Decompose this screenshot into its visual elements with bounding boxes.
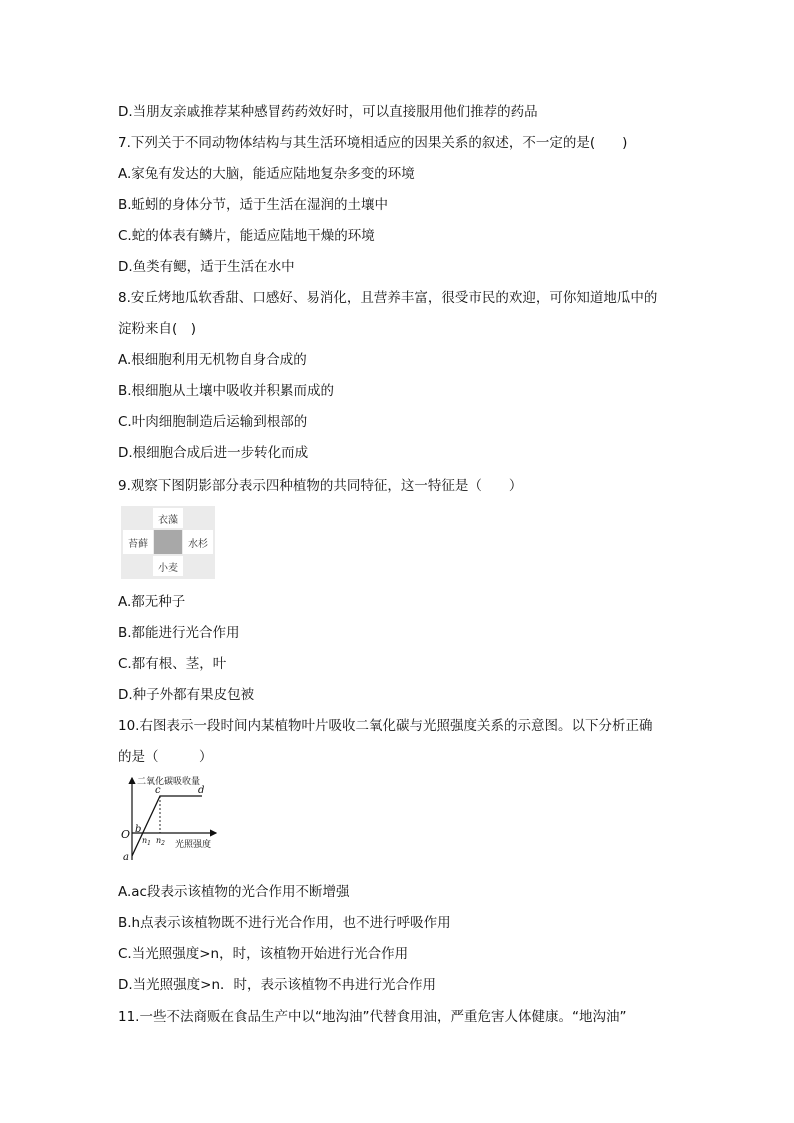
q9-stem: 9.观察下图阴影部分表示四种植物的共同特征，这一特征是（ ）	[118, 478, 523, 494]
diagram-shaded-center	[154, 530, 182, 554]
q9-option-b: B.都能进行光合作用	[118, 625, 240, 641]
q10-stem-line2: 的是（ ）	[118, 749, 213, 765]
co2-light-graph	[118, 774, 226, 864]
n1-label: $n_1$	[142, 836, 151, 847]
q7-option-d: D.鱼类有鳃，适于生活在水中	[118, 259, 295, 275]
q8-stem-line2: 淀粉来自( )	[118, 321, 197, 337]
q10-option-a: A.ac段表示该植物的光合作用不断增强	[118, 884, 350, 900]
origin-label: O	[121, 828, 131, 841]
diagram-top-label: 衣藻	[153, 508, 183, 528]
point-b-label: b	[135, 824, 142, 835]
q11-stem-line1: 11.一些不法商贩在食品生产中以“地沟油”代替食用油，严重危害人体健康。“地沟油”	[118, 1009, 627, 1025]
q7-option-c: C.蛇的体表有鳞片，能适应陆地干燥的环境	[118, 228, 375, 244]
q9-option-d: D.种子外都有果皮包被	[118, 687, 255, 703]
x-axis-label: 光照强度	[175, 840, 212, 850]
q10-stem-line1: 10.右图表示一段时间内某植物叶片吸收二氧化碳与光照强度关系的示意图。以下分析正确	[118, 718, 653, 734]
q8-option-a: A.根细胞利用无机物自身合成的	[118, 352, 307, 368]
point-a-label: a	[123, 852, 129, 863]
q10-option-d: D.当光照强度>n．时，表示该植物不冉进行光合作用	[118, 977, 437, 993]
diagram-right-label: 水杉	[183, 530, 213, 554]
q9-option-a: A.都无种子	[118, 594, 186, 610]
q7-stem: 7.下列关于不同动物体结构与其生活环境相适应的因果关系的叙述，不一定的是( )	[118, 135, 628, 151]
point-c-label: c	[155, 785, 161, 796]
diagram-left-label: 苔藓	[123, 530, 153, 554]
y-axis-label: 二氧化碳吸收量	[137, 777, 201, 787]
q7-option-a: A.家兔有发达的大脑，能适应陆地复杂多变的环境	[118, 166, 415, 182]
q8-option-d: D.根细胞合成后进一步转化而成	[118, 445, 309, 461]
co2-light-graph-svg	[118, 774, 226, 864]
point-d-label: d	[198, 785, 205, 796]
q10-option-b: B.h点表示该植物既不进行光合作用，也不进行呼吸作用	[118, 915, 451, 931]
n2-label: $n_2$	[156, 836, 165, 847]
q8-stem-line1: 8.安丘烤地瓜软香甜、口感好、易消化，且营养丰富，很受市民的欢迎，可你知道地瓜中的	[118, 290, 658, 306]
plant-cross-diagram	[121, 506, 215, 579]
q9-option-c: C.都有根、茎，叶	[118, 656, 227, 672]
q6-option-d: D.当朋友亲戚推荐某种感冒药药效好时，可以直接服用他们推荐的药品	[118, 104, 538, 120]
q8-option-b: B.根细胞从土壤中吸收并积累而成的	[118, 383, 335, 399]
q7-option-b: B.蚯蚓的身体分节，适于生活在湿润的土壤中	[118, 197, 389, 213]
q8-option-c: C.叶肉细胞制造后运输到根部的	[118, 414, 308, 430]
q10-option-c: C.当光照强度>n，时，该植物开始进行光合作用	[118, 946, 409, 962]
diagram-bottom-label: 小麦	[153, 556, 183, 576]
